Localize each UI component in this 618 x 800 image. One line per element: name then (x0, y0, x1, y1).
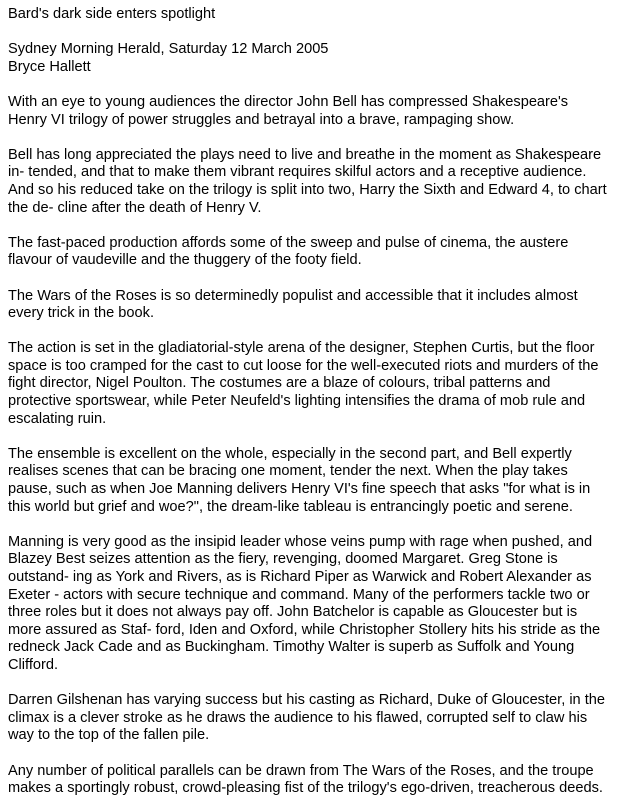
article-paragraph: Manning is very good as the insipid leader whose veins pump with rage when pushed, and Blazey Best seizes attention as the fiery, revenging, doomed Margaret. Greg Stone is outstand- ing as York and Rivers, as is Richard Piper as Warwick and Robert Alexander as Exeter - actors with secure technique and command. Many of the performers tackle two or three roles but it does not always pay off. John Batchelor is capable as Gloucester but is more assured as Staf- ford, Iden and Oxford, while Christopher Stollery hits his stride as the redneck Jack Cade and as Buckingham. Timothy Walter is superb as Suffolk and Young Clifford. (8, 533, 601, 673)
author-name: Bryce Hallett (8, 58, 91, 75)
article-paragraph: The fast-paced production affords some of the sweep and pulse of cinema, the austere flavour of vaudeville and the thuggery of the footy field. (8, 234, 569, 269)
article-byline (8, 41, 608, 76)
article-paragraph: The ensemble is excellent on the whole, especially in the second part, and Bell expertly realises scenes that can be bracing one moment, tender the next. When the play takes pause, such as when Joe Manning delivers Henry VI's fine speech that asks "for what is in this world but grief and woe?", the dream-like tableau is entrancingly poetic and serene. (8, 445, 591, 515)
article-paragraph: The Wars of the Roses is so determinedly populist and accessible that it includes almost every trick in the book. (8, 287, 578, 322)
article-paragraph: Darren Gilshenan has varying success but his casting as Richard, Duke of Gloucester, in the climax is a clever stroke as he draws the audience to his flawed, corrupted self to claw his way to the top of the fallen pile. (8, 692, 606, 744)
article-paragraph: With an eye to young audiences the director John Bell has compressed Shakespeare's Henry VI trilogy of power struggles and betrayal into a brave, rampaging show. (8, 93, 569, 128)
article-paragraph: Bell has long appreciated the plays need to live and breathe in the moment as Shakespeare in- tended, and that to make them vibrant requires skilful actors and a receptive audience. And so his reduced take on the trilogy is split into two, Harry the Sixth and Edward 4, to chart the de- cline after the death of Henry V. (8, 146, 607, 216)
article-paragraph: Any number of political parallels can be drawn from The Wars of the Roses, and the troupe makes a sportingly robust, crowd-pleasing fist of the trilogy's ego-driven, treacherous deeds. (8, 762, 603, 797)
article-headline: Bard's dark side enters spotlight (8, 6, 216, 22)
publication-line: Sydney Morning Herald, Saturday 12 March 2005 (8, 41, 329, 58)
article-paragraph: The action is set in the gladiatorial-style arena of the designer, Stephen Curtis, but the floor space is too cramped for the cast to cut loose for the well-executed riots and murders of the fight director, Nigel Poulton. The costumes are a blaze of colours, tribal patterns and protective sportswear, while Peter Neufeld's lighting intensifies the drama of mob rule and escalating ruin. (8, 340, 599, 427)
article-body (8, 94, 608, 798)
